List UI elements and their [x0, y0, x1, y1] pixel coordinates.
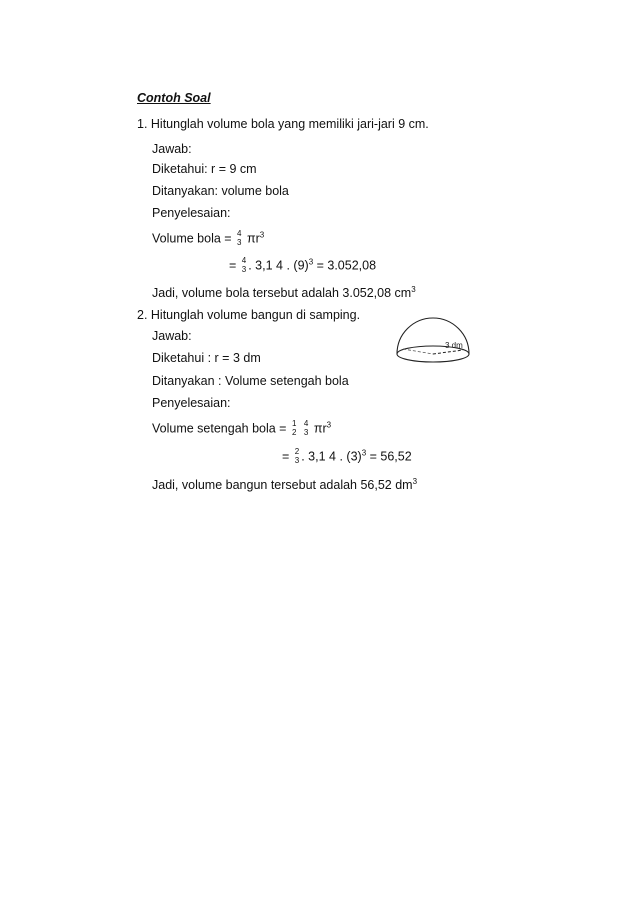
back-dashed-line: [403, 349, 433, 354]
q1-formula-line-1: [152, 230, 264, 248]
q1-diketahui: Diketahui: r = 9 cm: [152, 162, 257, 176]
exponent: 3: [411, 285, 416, 294]
calc-middle: . 3,1 4 . (3): [301, 449, 362, 464]
q2-fraction-four-thirds: [304, 419, 308, 437]
q2-conclusion: [152, 477, 417, 493]
equals-sign: =: [229, 258, 240, 273]
q2-fraction-2: [295, 447, 299, 465]
q2-formula-prefix: Volume setengah bola =: [152, 421, 290, 436]
q1-formula-prefix: Volume bola =: [152, 231, 236, 246]
fraction-numerator: 1: [291, 419, 297, 428]
q1-jawab: Jawab:: [152, 142, 192, 156]
pi-r: πr: [243, 231, 260, 246]
q1-formula-line-2: [229, 257, 376, 275]
question-1-text: 1. Hitunglah volume bola yang memiliki jari-jari 9 cm.: [137, 117, 429, 131]
fraction-numerator: 2: [294, 447, 300, 456]
section-title: Contoh Soal: [137, 91, 211, 105]
q2-formula-line-1: [152, 420, 331, 438]
q2-formula-line-2: [282, 448, 412, 466]
conclusion-text: Jadi, volume bangun tersebut adalah 56,52 dm: [152, 478, 413, 492]
fraction-denominator: 2: [291, 428, 297, 437]
q2-diketahui: Diketahui : r = 3 dm: [152, 351, 261, 365]
radius-line: [433, 350, 463, 354]
radius-label: 3 dm: [445, 341, 463, 350]
q1-ditanyakan: Ditanyakan: volume bola: [152, 184, 289, 198]
q1-penyelesaian: Penyelesaian:: [152, 206, 231, 220]
q1-conclusion: [152, 285, 416, 301]
calc-middle: . 3,1 4 . (9): [248, 258, 309, 273]
exponent: 3: [308, 257, 314, 267]
q2-fraction-half: [292, 419, 296, 437]
equals-sign: =: [282, 449, 293, 464]
conclusion-text: Jadi, volume bola tersebut adalah 3.052,08 cm: [152, 286, 412, 300]
question-2-text: 2. Hitunglah volume bangun di samping.: [137, 308, 361, 322]
hemisphere-figure: [393, 312, 473, 372]
calc-result: = 3.052,08: [313, 258, 377, 273]
q2-penyelesaian: Penyelesaian:: [152, 396, 231, 410]
pi-r: πr: [310, 421, 327, 436]
fraction-numerator: 4: [241, 256, 247, 265]
calc-result: = 56,52: [366, 449, 412, 464]
q1-fraction-2: [242, 256, 246, 274]
fraction-numerator: 4: [237, 229, 242, 238]
exponent: 3: [412, 477, 418, 486]
fraction-numerator: 4: [303, 419, 309, 428]
q1-fraction: [237, 229, 241, 247]
exponent: 3: [259, 230, 265, 240]
fraction-denominator: 3: [237, 238, 242, 247]
fraction-denominator: 3: [241, 265, 247, 274]
exponent: 3: [361, 448, 367, 458]
fraction-denominator: 3: [294, 456, 300, 465]
fraction-denominator: 3: [303, 428, 309, 437]
exponent: 3: [326, 420, 332, 430]
q2-jawab: Jawab:: [152, 329, 192, 343]
q2-ditanyakan: Ditanyakan : Volume setengah bola: [152, 374, 349, 388]
